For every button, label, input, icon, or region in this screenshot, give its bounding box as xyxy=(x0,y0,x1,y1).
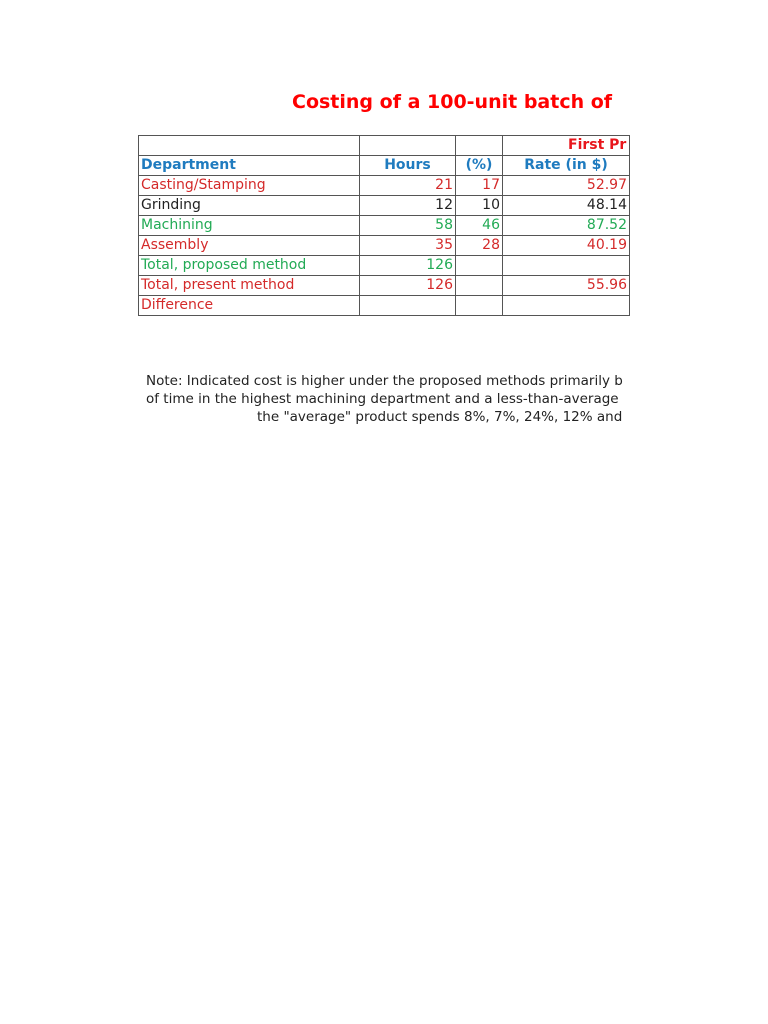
cell-rate[interactable]: 52.97 xyxy=(503,176,630,196)
header-percent[interactable]: (%) xyxy=(456,156,503,176)
cell-percent[interactable]: 28 xyxy=(456,236,503,256)
note-line-3: the "average" product spends 8%, 7%, 24%, 12% and xyxy=(257,409,623,425)
note-line-2: of time in the highest machining department and a less-than-average xyxy=(146,391,619,407)
empty-cell[interactable] xyxy=(456,136,503,156)
cell-department[interactable]: Grinding xyxy=(139,196,360,216)
header-hours[interactable]: Hours xyxy=(360,156,456,176)
cell-rate[interactable] xyxy=(503,296,630,316)
cell-rate[interactable] xyxy=(503,256,630,276)
column-header-row xyxy=(139,156,630,176)
cell-rate[interactable]: 40.19 xyxy=(503,236,630,256)
cell-rate[interactable]: 55.96 xyxy=(503,276,630,296)
cell-department[interactable]: Total, present method xyxy=(139,276,360,296)
cell-hours[interactable]: 58 xyxy=(360,216,456,236)
costing-table xyxy=(138,135,630,316)
cell-department[interactable]: Total, proposed method xyxy=(139,256,360,276)
cell-hours[interactable]: 12 xyxy=(360,196,456,216)
cell-percent[interactable]: 17 xyxy=(456,176,503,196)
cell-percent[interactable] xyxy=(456,296,503,316)
cell-hours[interactable]: 35 xyxy=(360,236,456,256)
cell-percent[interactable] xyxy=(456,256,503,276)
cell-percent[interactable] xyxy=(456,276,503,296)
cell-rate[interactable]: 48.14 xyxy=(503,196,630,216)
header-department[interactable]: Department xyxy=(139,156,360,176)
cell-percent[interactable]: 10 xyxy=(456,196,503,216)
cell-hours[interactable]: 126 xyxy=(360,276,456,296)
table-row xyxy=(139,236,630,256)
cell-rate[interactable]: 87.52 xyxy=(503,216,630,236)
table-row xyxy=(139,256,630,276)
cell-department[interactable]: Machining xyxy=(139,216,360,236)
section-header-row xyxy=(139,136,630,156)
cell-percent[interactable]: 46 xyxy=(456,216,503,236)
table-row xyxy=(139,176,630,196)
cell-hours[interactable] xyxy=(360,296,456,316)
table-row xyxy=(139,276,630,296)
table-row xyxy=(139,196,630,216)
table-row xyxy=(139,296,630,316)
cell-hours[interactable]: 126 xyxy=(360,256,456,276)
empty-cell[interactable] xyxy=(139,136,360,156)
first-product-section-label[interactable]: First Pr xyxy=(503,136,630,156)
cell-department[interactable]: Assembly xyxy=(139,236,360,256)
table-row xyxy=(139,216,630,236)
header-rate[interactable]: Rate (in $) xyxy=(503,156,630,176)
empty-cell[interactable] xyxy=(360,136,456,156)
cell-department[interactable]: Difference xyxy=(139,296,360,316)
cell-department[interactable]: Casting/Stamping xyxy=(139,176,360,196)
sheet-title: Costing of a 100-unit batch of xyxy=(292,91,613,113)
cell-hours[interactable]: 21 xyxy=(360,176,456,196)
note-line-1: Note: Indicated cost is higher under the proposed methods primarily b xyxy=(146,373,623,389)
